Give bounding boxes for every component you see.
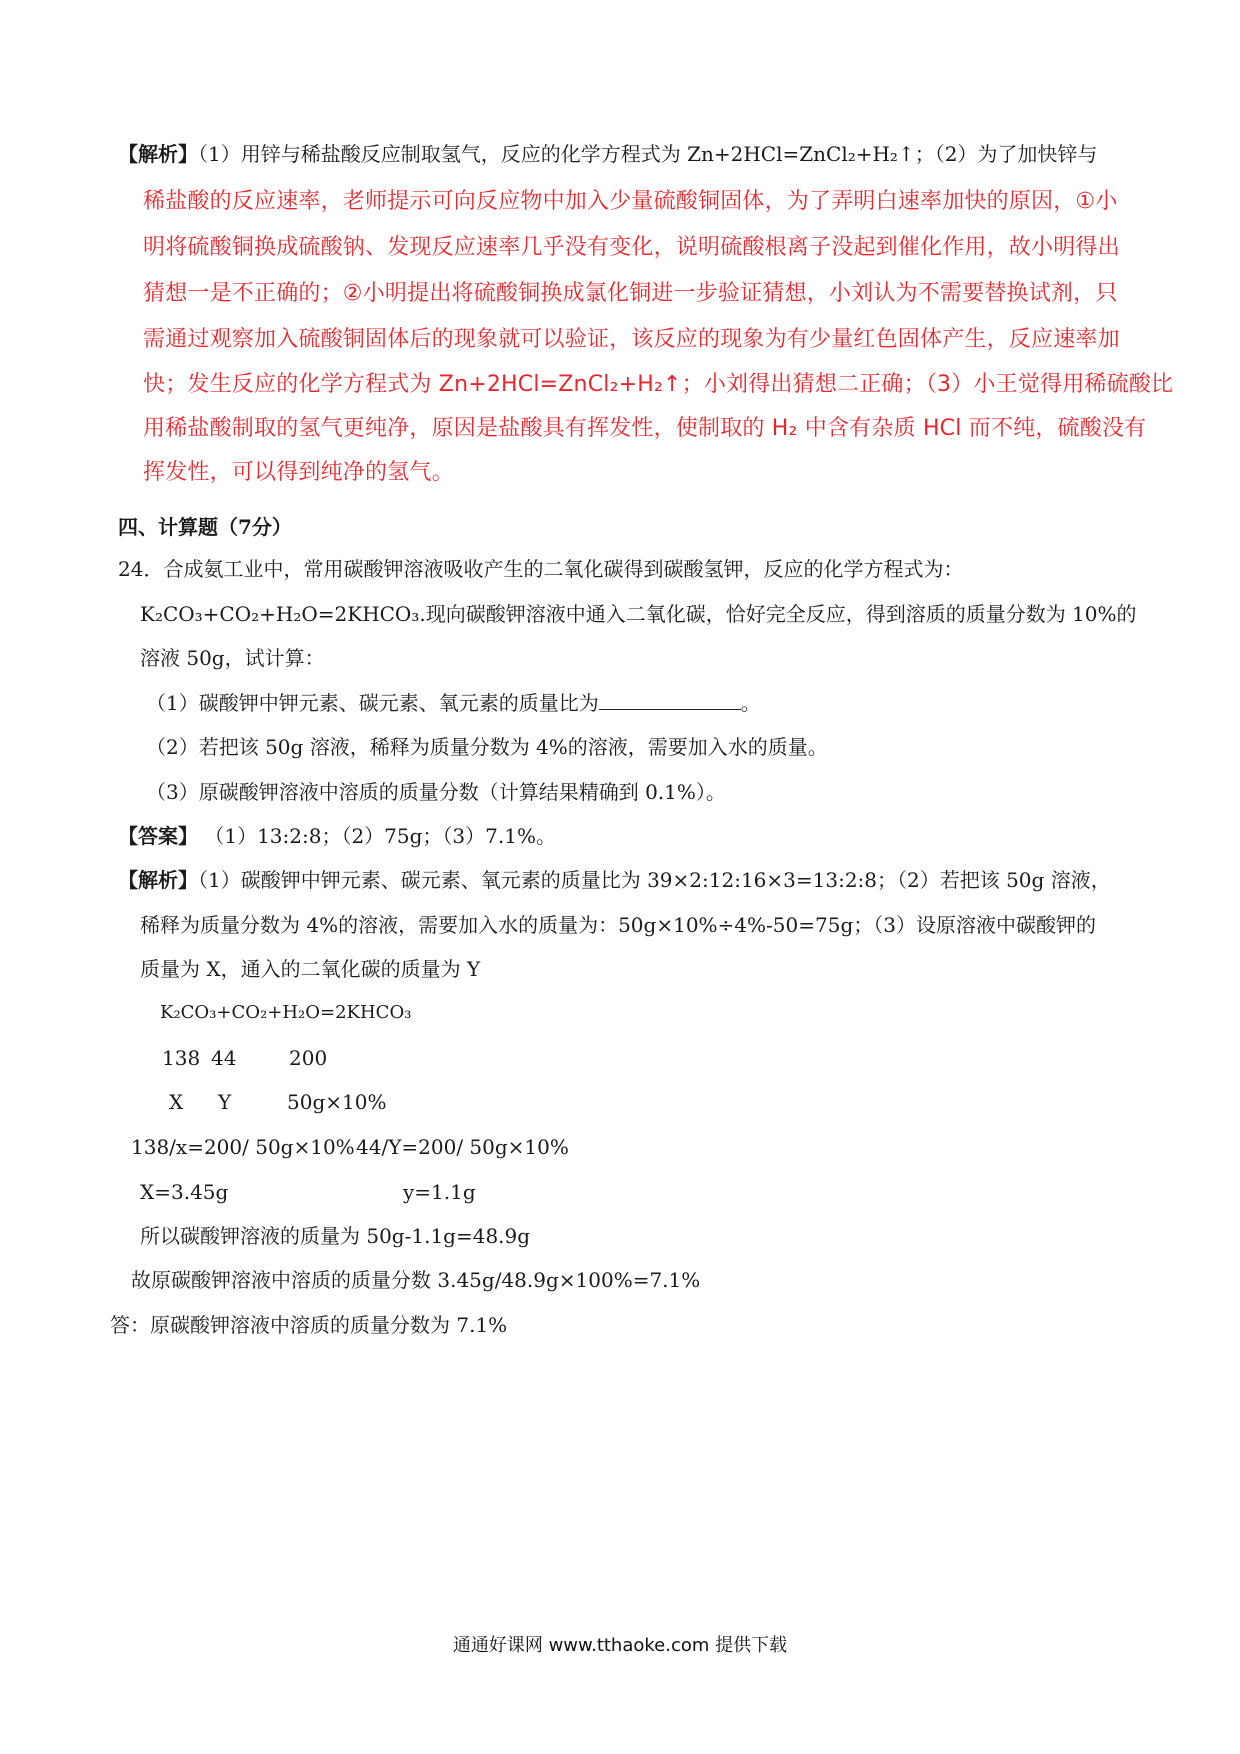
analysis2-line3: 质量为 X，通入的二氧化碳的质量为 Y [140, 957, 481, 981]
molar-mass-co2: 44 [211, 1046, 237, 1070]
question-number: 24． [118, 557, 164, 581]
analysis2-text: （1）碳酸钾中钾元素、碳元素、氧元素的质量比为 39×2:12:16×3=13:2:8；（2）若把该 50g 溶液， [198, 868, 1111, 892]
result-x: X=3.45g [140, 1180, 229, 1204]
question-line2: K₂CO₃+CO₂+H₂O=2KHCO₃.现向碳酸钾溶液中通入二氧化碳，恰好完全反应，得到溶质的质量分数为 10%的 [140, 602, 1137, 626]
section-title: 四、计算题（7分） [118, 515, 292, 539]
analysis1-red-line: 猜想一是不正确的；②小明提出将硫酸铜换成氯化铜进一步验证猜想，小刘认为不需要替换试剂，只 [143, 281, 1118, 306]
question-sub3: （3）原碳酸钾溶液中溶质的质量分数（计算结果精确到 0.1%）。 [146, 780, 726, 804]
footer-text: 通通好课网 www.tthaoke.com 提供下载 [452, 1635, 788, 1656]
unknown-y: Y [218, 1090, 232, 1114]
conclusion-line1: 所以碳酸钾溶液的质量为 50g-1.1g=48.9g [140, 1224, 531, 1248]
question-text: 合成氨工业中，常用碳酸钾溶液吸收产生的二氧化碳得到碳酸氢钾，反应的化学方程式为： [163, 557, 964, 581]
analysis1-line1 [118, 139, 1097, 169]
analysis1-red-line: 需通过观察加入硫酸铜固体后的现象就可以验证，该反应的现象为有少量红色固体产生，反应速率加 [143, 327, 1120, 352]
analysis1-text: （1）用锌与稀盐酸反应制取氢气，反应的化学方程式为 Zn+2HCl=ZnCl₂+H₂↑；（2）为了加快锌与 [198, 142, 1098, 166]
analysis1-red-line: 用稀盐酸制取的氢气更纯净，原因是盐酸具有挥发性，使制取的 H₂ 中含有杂质 HCl 而不纯，硫酸没有 [143, 416, 1147, 441]
result-y: y=1.1g [403, 1180, 476, 1204]
final-answer: 答：原碳酸钾溶液中溶质的质量分数为 7.1% [110, 1313, 508, 1337]
analysis1-red-line: 明将硫酸铜换成硫酸钠、发现反应速率几乎没有变化，说明硫酸根离子没起到催化作用，故小明得出 [143, 235, 1120, 260]
analysis2-line2: 稀释为质量分数为 4%的溶液，需要加入水的质量为：50g×10%÷4%-50=75g；（3）设原溶液中碳酸钾的 [140, 913, 1096, 937]
analysis-label: 【解析】 [118, 868, 198, 892]
molar-mass-k2co3: 138 [162, 1046, 201, 1070]
question-sub1 [146, 688, 761, 718]
analysis1-red-line: 快；发生反应的化学方程式为 Zn+2HCl=ZnCl₂+H₂↑；小刘得出猜想二正确；（3）小王觉得用稀硫酸比 [143, 372, 1174, 397]
analysis1-red-line: 挥发性，可以得到纯净的氢气。 [143, 460, 454, 485]
ratio-equation-2: 44/Y=200/ 50g×10% [356, 1135, 569, 1159]
question-line3: 溶液 50g，试计算： [140, 646, 325, 670]
molar-mass-khco3: 200 [289, 1046, 328, 1070]
analysis2-line1 [118, 865, 1111, 895]
conclusion-line2: 故原碳酸钾溶液中溶质的质量分数 3.45g/48.9g×100%=7.1% [131, 1268, 701, 1292]
answer-label: 【答案】 [118, 824, 198, 848]
analysis-label: 【解析】 [118, 142, 198, 166]
product-mass: 50g×10% [287, 1090, 387, 1114]
reaction-equation: K₂CO₃+CO₂+H₂O=2KHCO₃ [160, 1002, 412, 1023]
unknown-x: X [169, 1090, 184, 1114]
analysis1-red-line: 稀盐酸的反应速率，老师提示可向反应物中加入少量硫酸铜固体，为了弄明白速率加快的原因，①小 [143, 189, 1118, 214]
answer-text: （1）13:2:8；（2）75g；（3）7.1%。 [198, 824, 556, 848]
answer-blank[interactable] [599, 689, 741, 710]
answer-line [118, 821, 556, 851]
question-sub2: （2）若把该 50g 溶液，稀释为质量分数为 4%的溶液，需要加入水的质量。 [146, 735, 828, 759]
sub1-text: （1）碳酸钾中钾元素、碳元素、氧元素的质量比为 [146, 691, 599, 715]
ratio-equation-1: 138/x=200/ 50g×10% [131, 1135, 355, 1159]
sub1-end: 。 [740, 691, 761, 715]
question-line1 [118, 554, 963, 584]
